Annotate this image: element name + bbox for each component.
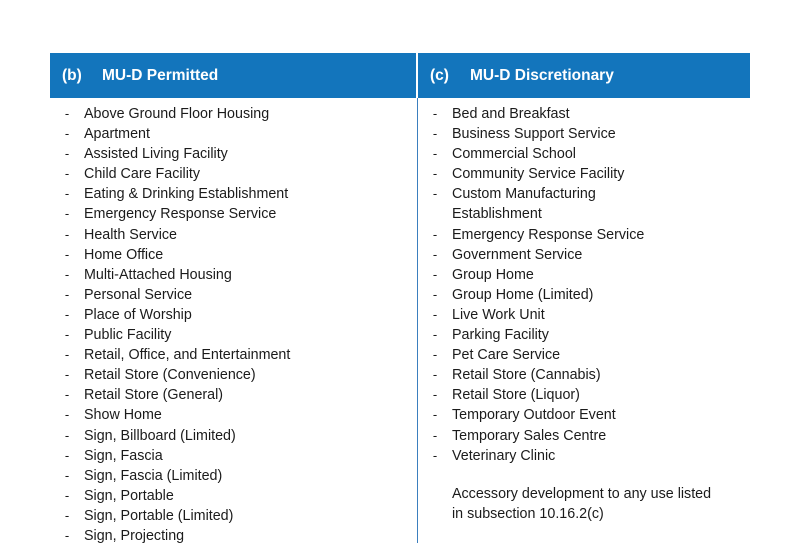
list-item (418, 225, 750, 245)
list-item (418, 285, 750, 305)
list-item (418, 104, 750, 124)
list-item (418, 305, 750, 325)
list-item-label: Temporary Sales Centre (452, 427, 607, 444)
bullet-dash: - (64, 266, 70, 282)
list-item (50, 124, 417, 144)
list-item (50, 164, 417, 184)
column-title-discretionary: MU-D Discretionary (470, 66, 614, 84)
bullet-dash: - (432, 427, 438, 443)
bullet-dash: - (64, 507, 70, 523)
list-item-label: Health Service (84, 226, 177, 243)
list-item-label: Sign, Portable (Limited) (84, 507, 234, 524)
list-item (418, 426, 750, 446)
list-item-label: Retail Store (Convenience) (84, 367, 256, 384)
list-item-label: Apartment (84, 126, 150, 143)
permitted-uses-cell (50, 98, 418, 543)
permitted-uses-list (50, 104, 417, 546)
bullet-dash: - (432, 447, 438, 463)
zoning-uses-table (50, 53, 750, 543)
bullet-dash: - (64, 146, 70, 162)
list-item-label: Government Service (452, 246, 583, 263)
bullet-dash: - (64, 387, 70, 403)
bullet-dash: - (64, 347, 70, 363)
list-item (418, 446, 750, 466)
bullet-dash: - (432, 286, 438, 302)
list-item-label: Temporary Outdoor Event (452, 407, 616, 424)
list-item (50, 325, 417, 345)
list-item-label: Sign, Fascia (Limited) (84, 467, 223, 484)
list-item-label: Above Ground Floor Housing (84, 106, 270, 122)
bullet-dash: - (432, 266, 438, 282)
bullet-dash: - (64, 487, 70, 503)
bullet-dash: - (64, 106, 70, 121)
list-item-label: Sign, Billboard (Limited) (84, 427, 236, 444)
column-letter-b: (b) (62, 66, 82, 84)
list-item-label: Eating & Drinking Establishment (84, 186, 289, 203)
bullet-dash: - (64, 226, 70, 242)
list-item-label: Retail Store (Liquor) (452, 387, 580, 404)
bullet-dash: - (432, 407, 438, 423)
bullet-dash: - (432, 226, 438, 242)
column-letter-c: (c) (430, 66, 449, 84)
list-item (50, 265, 417, 285)
list-item (418, 144, 750, 164)
list-item-label: Custom Manufacturing (452, 186, 596, 203)
bullet-dash: - (64, 246, 70, 262)
list-item-label: Parking Facility (452, 327, 549, 344)
bullet-dash: - (64, 286, 70, 302)
bullet-dash: - (64, 327, 70, 343)
list-item (418, 345, 750, 365)
list-item-label: Child Care Facility (84, 166, 200, 183)
list-item (50, 466, 417, 486)
list-item-label: Retail, Office, and Entertainment (84, 347, 291, 364)
table-header-discretionary (418, 53, 750, 98)
bullet-dash: - (64, 467, 70, 483)
note-line-2: in subsection 10.16.2(c) (452, 505, 604, 522)
bullet-dash: - (432, 327, 438, 343)
bullet-dash: - (64, 126, 70, 142)
list-item-label: Show Home (84, 407, 162, 424)
accessory-development-note (418, 484, 750, 524)
column-title-permitted: MU-D Permitted (102, 66, 219, 84)
bullet-dash: - (64, 206, 70, 222)
list-item (50, 526, 417, 546)
list-item (50, 506, 417, 526)
list-item (50, 345, 417, 365)
list-item-label: Sign, Projecting (84, 527, 185, 544)
list-item-label: Personal Service (84, 286, 193, 303)
bullet-dash: - (432, 106, 438, 121)
table-header-row (50, 53, 750, 98)
bullet-dash: - (432, 367, 438, 383)
list-item (50, 204, 417, 224)
list-item (50, 245, 417, 265)
list-item-label: Group Home (Limited) (452, 286, 594, 303)
bullet-dash: - (432, 387, 438, 403)
list-item (418, 365, 750, 385)
list-item-label: Assisted Living Facility (84, 146, 228, 163)
list-item (418, 184, 750, 204)
list-item-label: Bed and Breakfast (452, 106, 570, 122)
list-item-continuation (418, 204, 750, 224)
list-item (50, 365, 417, 385)
list-item (418, 124, 750, 144)
bullet-dash: - (64, 527, 70, 543)
list-item (50, 305, 417, 325)
list-item (418, 385, 750, 405)
list-item (418, 164, 750, 184)
list-item-label: Emergency Response Service (84, 206, 277, 223)
list-item (418, 405, 750, 425)
list-item (50, 144, 417, 164)
bullet-dash: - (64, 306, 70, 322)
list-item (50, 426, 417, 446)
table-body-row (50, 98, 750, 543)
list-item (50, 184, 417, 204)
list-item-label: Public Facility (84, 327, 172, 344)
list-item (418, 325, 750, 345)
list-item (50, 446, 417, 466)
list-item-label: Multi-Attached Housing (84, 266, 232, 283)
list-item-label: Group Home (452, 266, 534, 283)
bullet-dash: - (432, 186, 438, 202)
list-item-label: Live Work Unit (452, 306, 545, 323)
bullet-dash: - (432, 246, 438, 262)
list-item-label: Community Service Facility (452, 166, 625, 183)
list-item (50, 285, 417, 305)
list-item (50, 405, 417, 425)
list-item-label: Pet Care Service (452, 347, 561, 364)
list-item (50, 225, 417, 245)
discretionary-uses-list (418, 104, 750, 466)
bullet-dash: - (64, 427, 70, 443)
list-item-label: Place of Worship (84, 306, 192, 323)
list-item (50, 104, 417, 124)
list-item-label: Retail Store (General) (84, 387, 224, 404)
bullet-dash: - (432, 166, 438, 182)
list-item-label: Business Support Service (452, 126, 616, 143)
list-item-label: Commercial School (452, 146, 576, 163)
bullet-dash: - (64, 447, 70, 463)
list-item-label: Emergency Response Service (452, 226, 645, 243)
list-item (50, 385, 417, 405)
list-item-label: Retail Store (Cannabis) (452, 367, 601, 384)
bullet-dash: - (64, 186, 70, 202)
bullet-dash: - (64, 166, 70, 182)
list-item-label: Veterinary Clinic (452, 447, 556, 464)
list-item-label: Sign, Fascia (84, 447, 163, 464)
bullet-dash: - (432, 347, 438, 363)
list-item (418, 245, 750, 265)
bullet-dash: - (432, 306, 438, 322)
note-line-1: Accessory development to any use listed (452, 485, 712, 502)
list-item (418, 265, 750, 285)
bullet-dash: - (64, 367, 70, 383)
list-item-label: Sign, Portable (84, 487, 174, 504)
list-item-label: Home Office (84, 246, 164, 263)
bullet-dash: - (64, 407, 70, 423)
table-header-permitted (50, 53, 418, 98)
bullet-dash: - (432, 146, 438, 162)
discretionary-uses-cell (418, 98, 750, 543)
list-item (50, 486, 417, 506)
list-item-continuation-label: Establishment (452, 206, 542, 223)
bullet-dash: - (432, 126, 438, 142)
